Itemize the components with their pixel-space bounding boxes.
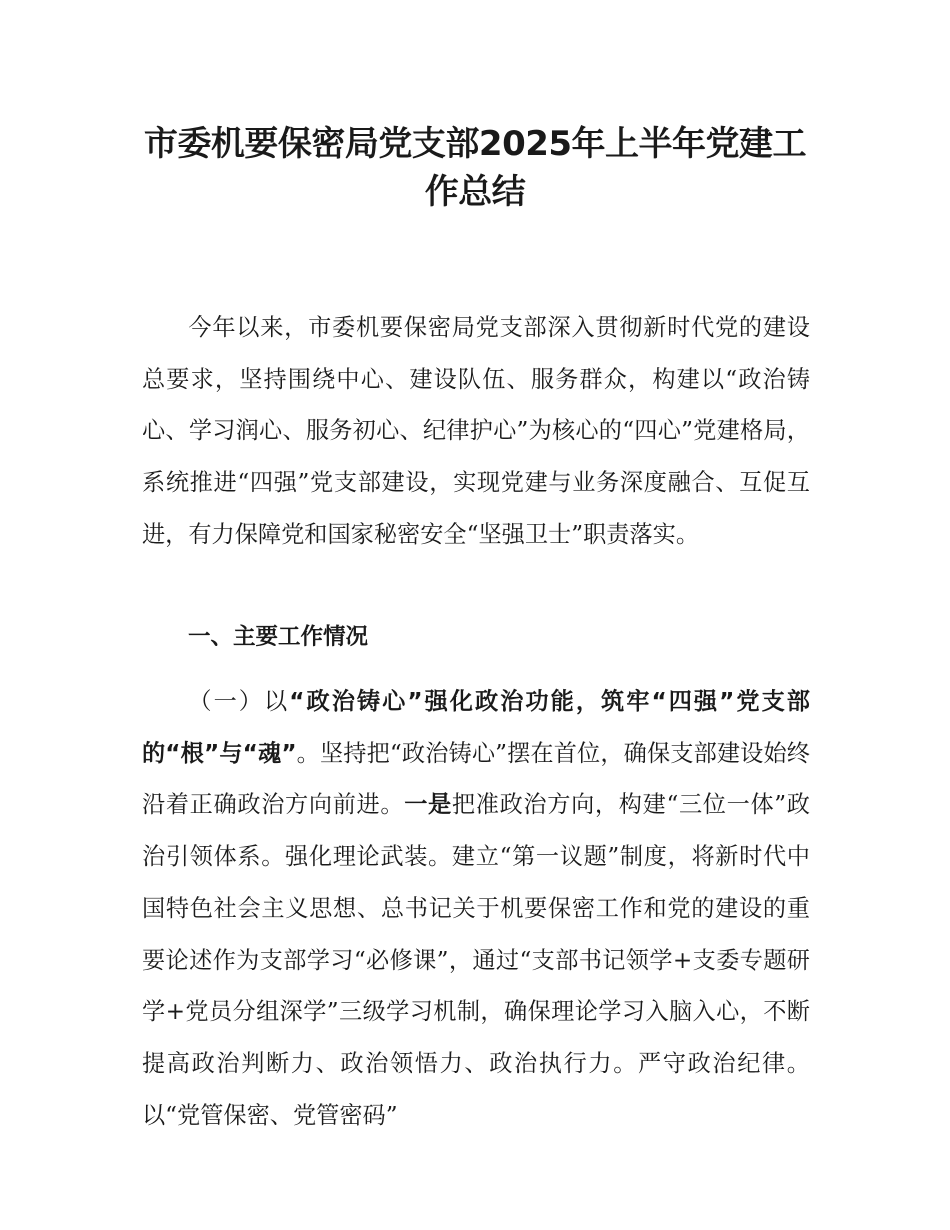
subsection-paragraph	[142, 676, 810, 1141]
point-label: 一是	[404, 791, 452, 819]
intro-paragraph: 今年以来，市委机要保密局党支部深入贯彻新时代党的建设总要求，坚持围绕中心、建设队伍、服务群众，构建以“政治铸心、学习润心、服务初心、纪律护心”为核心的“四心”党建格局，系统推进“四强”党支部建设，实现党建与业务深度融合、互促互进，有力保障党和国家秘密安全“坚强卫士”职责落实。	[142, 314, 810, 548]
subsection-bold-heading: “政治铸心”强化政治功能，筑牢“四强”党支部的“根”与“魂”	[142, 688, 810, 767]
subsection-text-2: 把准政治方向，构建“三位一体”政治引领体系。强化理论武装。建立“第一议题”制度，将新时代中国特色社会主义思想、总书记关于机要保密工作和党的建设的重要论述作为支部学习“必修课”，通过“支部书记领学+支委专题研学+党员分组深学”三级学习机制，确保理论学习入脑入心，不断提高政治判断力、政治领悟力、政治执行力。严守政治纪律。以“党管保密、党管密码”	[142, 791, 810, 1129]
document-title: 市委机要保密局党支部2025年上半年党建工作总结	[143, 124, 807, 212]
subsection-lead: （一）以	[188, 688, 290, 715]
section-heading: 一、主要工作情况	[188, 624, 369, 650]
subsection-text-1: 。坚持把“政治铸心”摆在首位，确保支部建设始终沿着正确政治方向前进。	[142, 739, 810, 819]
